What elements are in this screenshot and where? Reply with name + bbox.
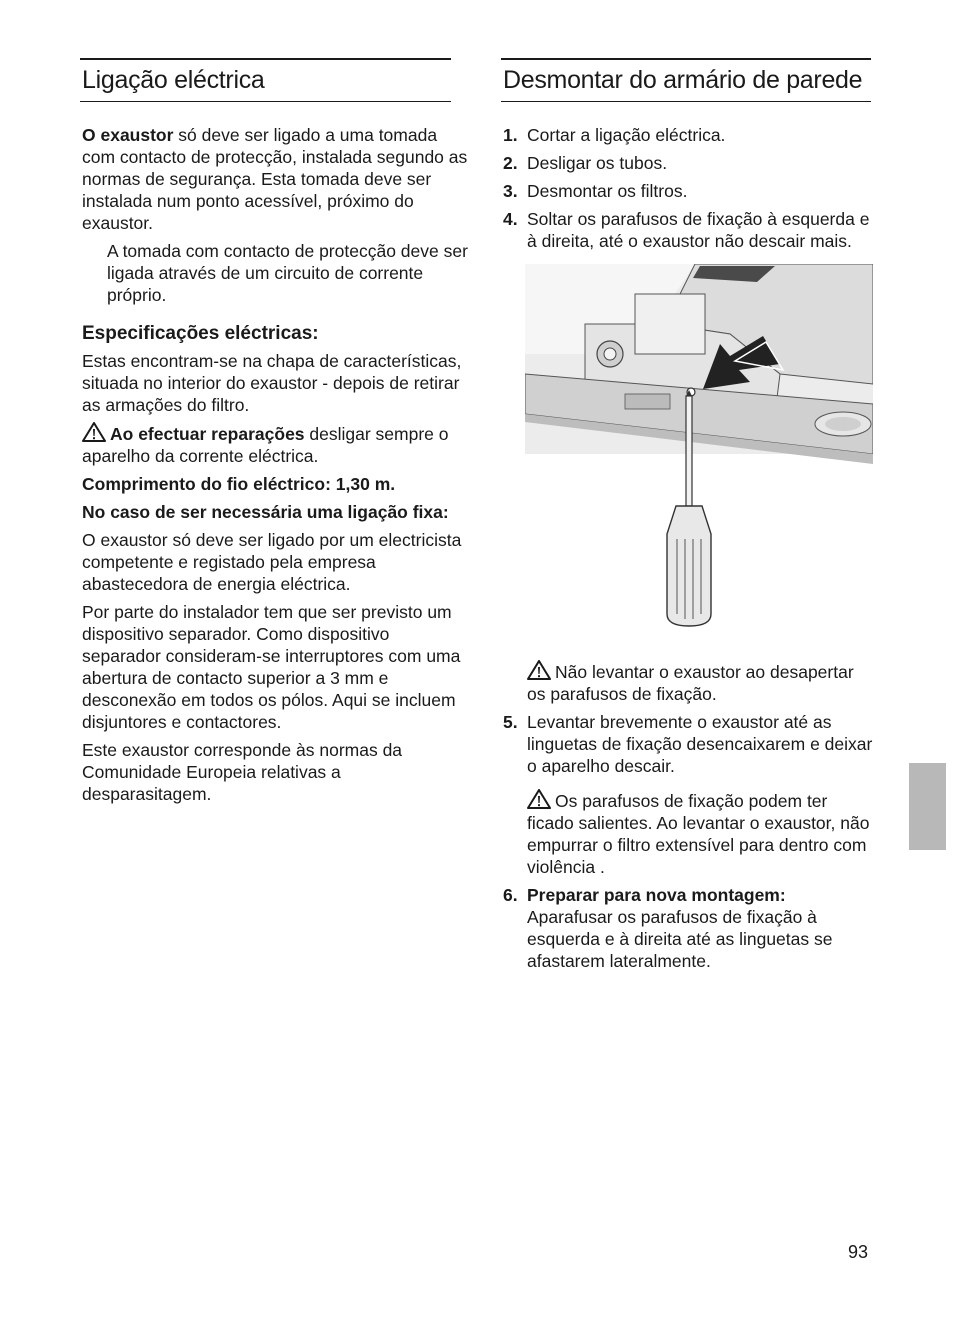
screws-warning-text: Os parafusos de fixação podem ter ficado salientes. Ao levantar o exaustor, não empurrar o filtro extensível para dentro com violência . [527, 791, 870, 877]
separator-paragraph: Por parte do instalador tem que ser previsto um dispositivo separador. Como dispositivo separador consideram-se interruptores com uma abertura de contacto superior a 3 mm e desconexão em todos os pólos. Aqui se incluem disjuntores e contactores. [82, 602, 461, 732]
intro-text: só deve ser ligado a uma tomada com contacto de protecção, instalada segundo as normas de segurança. Esta tomada deve ser instalada num ponto acessível, próximo do exaustor. [82, 125, 468, 233]
hood-screwdriver-illustration [525, 264, 873, 634]
intro-bold: O exaustor [82, 125, 174, 145]
removal-steps-continued [501, 711, 873, 777]
chapter-thumb-tab [909, 763, 946, 850]
repair-warning [80, 422, 468, 467]
screws-warning [501, 789, 873, 878]
warning-icon [82, 422, 106, 442]
repair-warning-text: desligar sempre o aparelho da corrente eléctrica. [82, 424, 449, 466]
spec-paragraph: Estas encontram-se na chapa de características, situada no interior do exaustor - depois de retirar as armações do filtro. [82, 351, 462, 415]
step-item: 1. Cortar a ligação eléctrica. [503, 125, 726, 145]
no-lift-warning-text: Não levantar o exaustor ao desapertar os parafusos de fixação. [527, 662, 854, 704]
warning-icon [527, 660, 551, 680]
section-title-removal: Desmontar do armário de parede [501, 58, 871, 102]
spec-heading: Especificações eléctricas: [82, 323, 319, 344]
no-lift-warning [501, 660, 873, 705]
removal-steps-final [501, 884, 873, 972]
fixed-connection-heading: No caso de ser necessária uma ligação fixa: [82, 502, 449, 522]
left-column [80, 58, 468, 805]
section-title-electrical: Ligação eléctrica [80, 58, 451, 102]
step-item: 4. Soltar os parafusos de fixação à esquerda e à direita, até o exaustor não descair mais. [503, 209, 870, 251]
right-column [501, 58, 873, 972]
step-6-bold: Preparar para nova montagem: [527, 885, 786, 905]
intro-indent-paragraph: A tomada com contacto de protecção deve ser ligada através de um circuito de corrente próprio. [107, 241, 468, 305]
cable-length: Comprimento do fio eléctrico: 1,30 m. [82, 474, 396, 494]
step-item: 5. Levantar brevemente o exaustor até as linguetas de fixação desencaixarem e deixar o aparelho descair. [503, 712, 873, 776]
step-item: 6. Preparar para nova montagem: Aparafusar os parafusos de fixação à esquerda e à direita até as linguetas se afastarem lateralmente. [503, 885, 833, 971]
intro-paragraph [80, 124, 468, 234]
step-item: 3. Desmontar os filtros. [503, 181, 688, 201]
warning-icon [527, 789, 551, 809]
page-number: 93 [848, 1242, 869, 1262]
removal-steps [501, 124, 873, 252]
eu-norms-paragraph: Este exaustor corresponde às normas da Comunidade Europeia relativas a desparasitagem. [82, 740, 403, 804]
electrician-paragraph: O exaustor só deve ser ligado por um electricista competente e registado pela empresa abastecedora de energia eléctrica. [82, 530, 462, 594]
repair-warning-bold: Ao efectuar reparações [110, 424, 305, 444]
step-item: 2. Desligar os tubos. [503, 153, 668, 173]
